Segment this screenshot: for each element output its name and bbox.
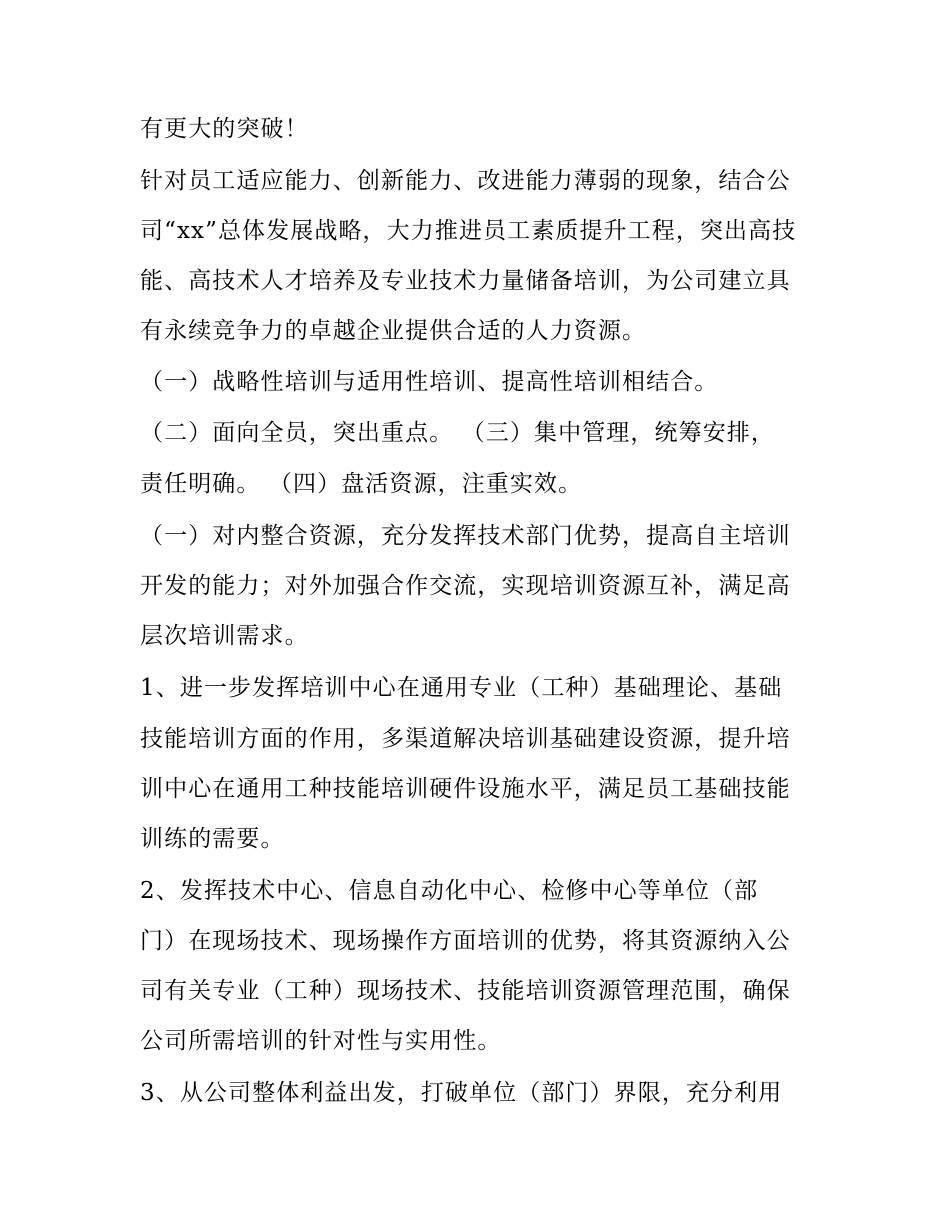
text-line: 1、进一步发挥培训中心在通用专业（工种）基础理论、基础 xyxy=(140,675,783,701)
text-line: 责任明确。 （四）盘活资源，注重实效。 xyxy=(140,471,583,497)
text-line: （一）战略性培训与适用性培训、提高性培训相结合。 xyxy=(140,369,719,395)
text-line: 训练的需要。 xyxy=(140,826,285,852)
text-line: 训中心在通用工种技能培训硬件设施水平，满足员工基础技能 xyxy=(140,776,791,802)
text-line: 有永续竞争力的卓越企业提供合适的人力资源。 xyxy=(140,318,647,344)
text-line: （一）对内整合资源，充分发挥技术部门优势，提高自主培训 xyxy=(140,523,791,549)
text-line: 层次培训需求。 xyxy=(140,623,309,649)
text-line: 针对员工适应能力、创新能力、改进能力薄弱的现象，结合公 xyxy=(140,168,791,194)
text-line: 开发的能力；对外加强合作交流，实现培训资源互补，满足高 xyxy=(140,573,791,599)
text-line: 司有关专业（工种）现场技术、技能培训资源管理范围，确保 xyxy=(140,978,791,1004)
text-line: 司“xx”总体发展战略，大力推进员工素质提升工程，突出高技 xyxy=(140,218,797,244)
text-line: 公司所需培训的针对性与实用性。 xyxy=(140,1028,502,1054)
text-line: 门）在现场技术、现场操作方面培训的优势，将其资源纳入公 xyxy=(140,928,791,954)
text-line: 3、从公司整体利益出发，打破单位（部门）界限，充分利用 xyxy=(140,1080,783,1106)
text-line: （二）面向全员，突出重点。 （三）集中管理，统筹安排， xyxy=(140,420,776,446)
text-line: 能、高技术人才培养及专业技术力量储备培训，为公司建立具 xyxy=(140,268,791,294)
text-line: 2、发挥技术中心、信息自动化中心、检修中心等单位（部 xyxy=(140,878,759,904)
text-line: 技能培训方面的作用，多渠道解决培训基础建设资源，提升培 xyxy=(140,726,791,752)
text-line: 有更大的突破！ xyxy=(140,116,309,142)
